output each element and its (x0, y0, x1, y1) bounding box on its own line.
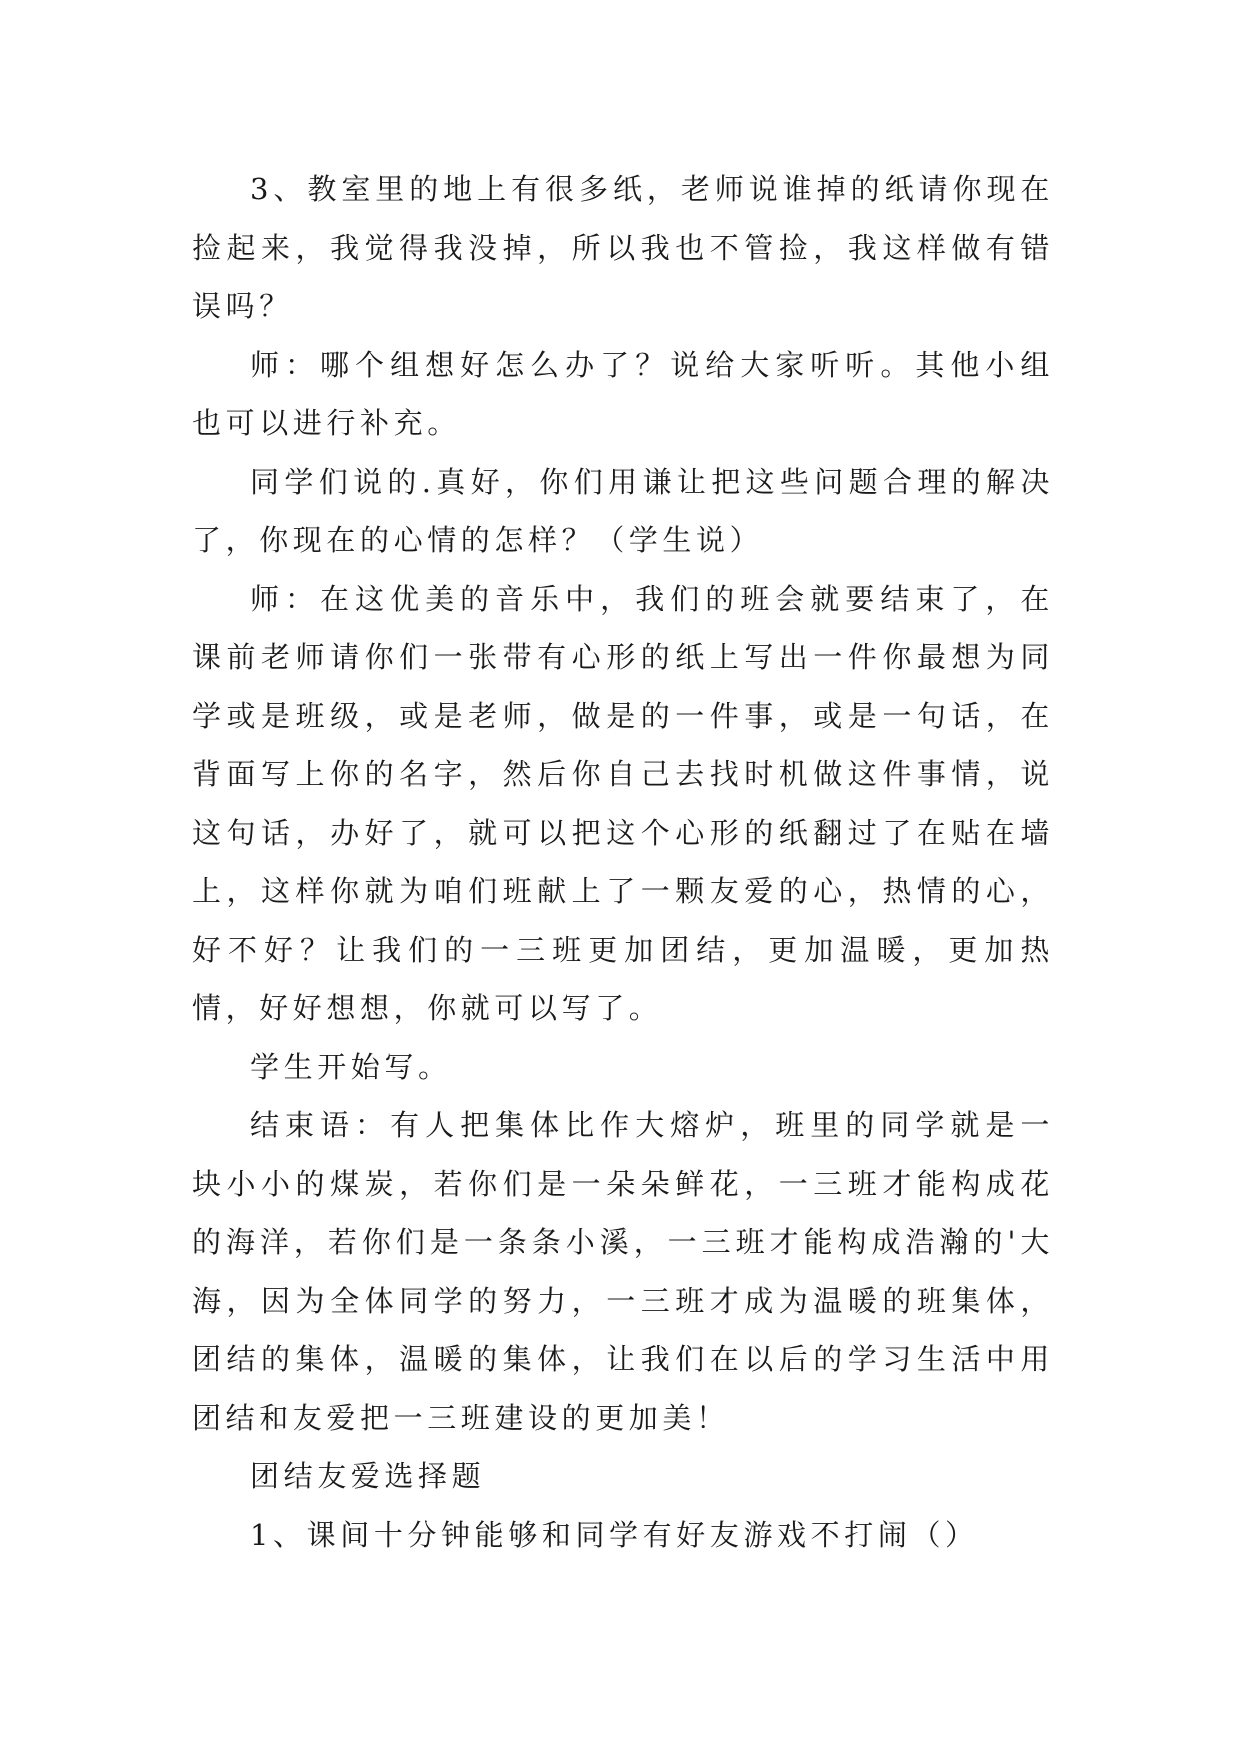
paragraph-praise: 同学们说的.真好，你们用谦让把这些问题合理的解决了，你现在的心情的怎样？（学生说） (192, 464, 1054, 557)
document-page (192, 160, 1054, 1564)
paragraph-teacher-closing: 师：在这优美的音乐中，我们的班会就要结束了，在课前老师请你们一张带有心形的纸上写出一件你最想为同学或是班级，或是老师，做是的一件事，或是一句话，在背面写上你的名字，然后你自己去找时机做这件事情，说这句话，办好了，就可以把这个心形的纸翻过了在贴在墙上，这样你就为咱们班献上了一颗友爱的心，热情的心，好不好？让我们的一三班更加团结，更加温暖，更加热情，好好想想，你就可以写了。 (192, 581, 1054, 1025)
paragraph-teacher-prompt: 师：哪个组想好怎么办了？说给大家听听。其他小组也可以进行补充。 (192, 347, 1054, 440)
quiz-item-1: 1、课间十分钟能够和同学有好友游戏不打闹（） (250, 1517, 979, 1552)
paragraph-conclusion: 结束语：有人把集体比作大熔炉，班里的同学就是一块小小的煤炭，若你们是一朵朵鲜花，一三班才能构成花的海洋，若你们是一条条小溪，一三班才能构成浩瀚的'大海，因为全体同学的努力，一三班才成为温暖的班集体，团结的集体，温暖的集体，让我们在以后的学习生活中用团结和友爱把一三班建设的更加美！ (192, 1108, 1054, 1435)
section-heading-quiz: 团结友爱选择题 (250, 1459, 486, 1493)
paragraph-students-write: 学生开始写。 (250, 1049, 452, 1084)
paragraph-question-3: 3、教室里的地上有很多纸，老师说谁掉的纸请你现在捡起来，我觉得我没掉，所以我也不管捡，我这样做有错误吗？ (192, 172, 1054, 323)
